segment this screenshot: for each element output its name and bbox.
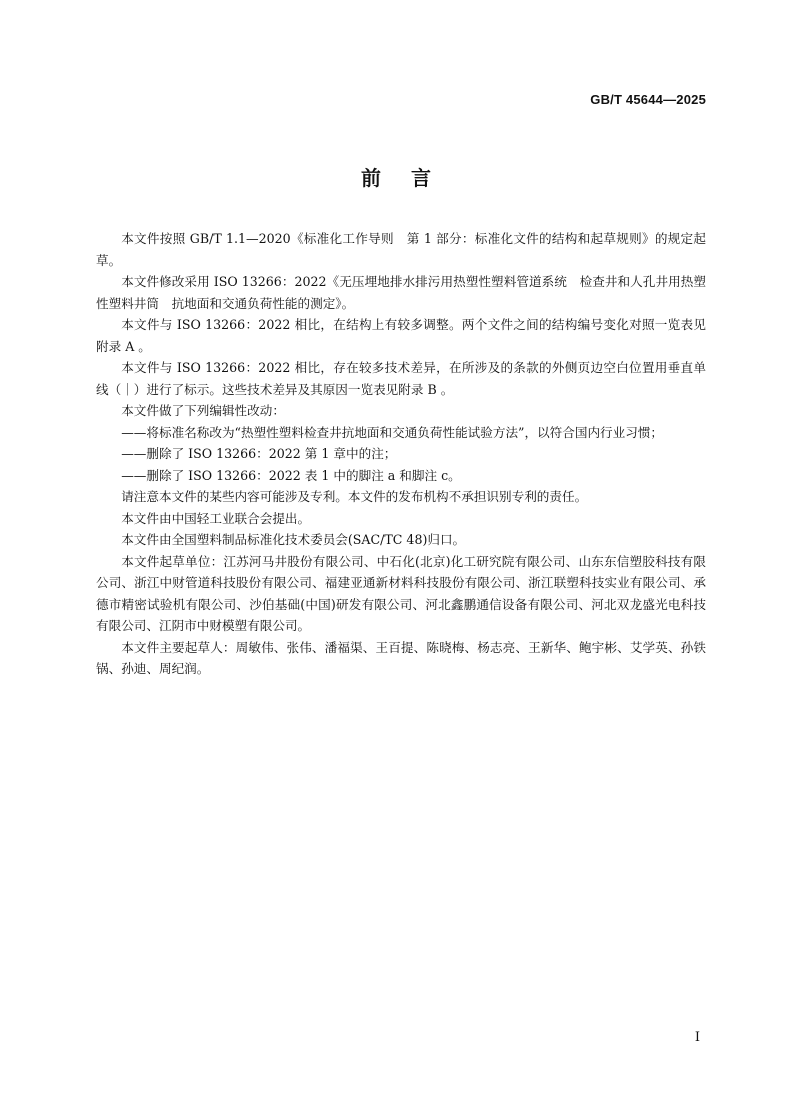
paragraph-editorial-intro: 本文件做了下列编辑性改动： <box>121 403 285 418</box>
paragraph-drafting-rules: 本文件按照 GB/T 1.1—2020《标准化工作导则 第 1 部分：标准化文件的结构和起草规则》的规定起草。 <box>96 231 706 268</box>
paragraph-patent-notice: 请注意本文件的某些内容可能涉及专利。本文件的发布机构不承担识别专利的责任。 <box>121 489 588 504</box>
editorial-change-item: ——删除了 ISO 13266：2022 表 1 中的脚注 a 和脚注 c。 <box>121 467 461 483</box>
paragraph-structure-changes: 本文件与 ISO 13266：2022 相比，在结构上有较多调整。两个文件之间的结构编号变化对照一览表见附录 A 。 <box>96 317 706 354</box>
paragraph-proposed-by: 本文件由中国轻工业联合会提出。 <box>121 510 311 526</box>
page-title: 前言 <box>361 166 461 190</box>
editorial-change-item: ——删除了 ISO 13266：2022 第 1 章中的注； <box>121 446 397 461</box>
foreword-body <box>96 228 706 680</box>
paragraph-under-jurisdiction: 本文件由全国塑料制品标准化技术委员会(SAC/TC 48)归口。 <box>121 532 466 547</box>
paragraph-main-drafters: 本文件主要起草人：周敏伟、张伟、潘福渠、王百提、陈晓梅、杨志亮、王新华、鲍宇彬、艾学英、孙铁锅、孙迪、周纪润。 <box>96 639 706 676</box>
paragraph-technical-differences: 本文件与 ISO 13266：2022 相比，存在较多技术差异，在所涉及的条款的外侧页边空白位置用垂直单线（｜）进行了标示。这些技术差异及其原因一览表见附录 B 。 <box>96 360 706 397</box>
paragraph-drafting-organizations: 本文件起草单位：江苏河马井股份有限公司、中石化(北京)化工研究院有限公司、山东东信塑胶科技有限公司、浙江中财管道科技股份有限公司、福建亚通新材料科技股份有限公司、浙江联塑科技实业有限公司、承德市精密试验机有限公司、沙伯基础(中国)研发有限公司、河北鑫鹏通信设备有限公司、河北双龙盛光电科技有限公司、江阴市中财模塑有限公司。 <box>96 553 706 633</box>
page-number: I <box>694 1030 700 1045</box>
standard-code: GB/T 45644—2025 <box>590 92 706 107</box>
paragraph-adoption: 本文件修改采用 ISO 13266：2022《无压埋地排水排污用热塑性塑料管道系统 检查井和人孔井用热塑性塑料井筒 抗地面和交通负荷性能的测定》。 <box>96 274 706 311</box>
editorial-change-item: ——将标准名称改为“热塑性塑料检查井抗地面和交通负荷性能试验方法”，以符合国内行业习惯； <box>121 424 664 440</box>
